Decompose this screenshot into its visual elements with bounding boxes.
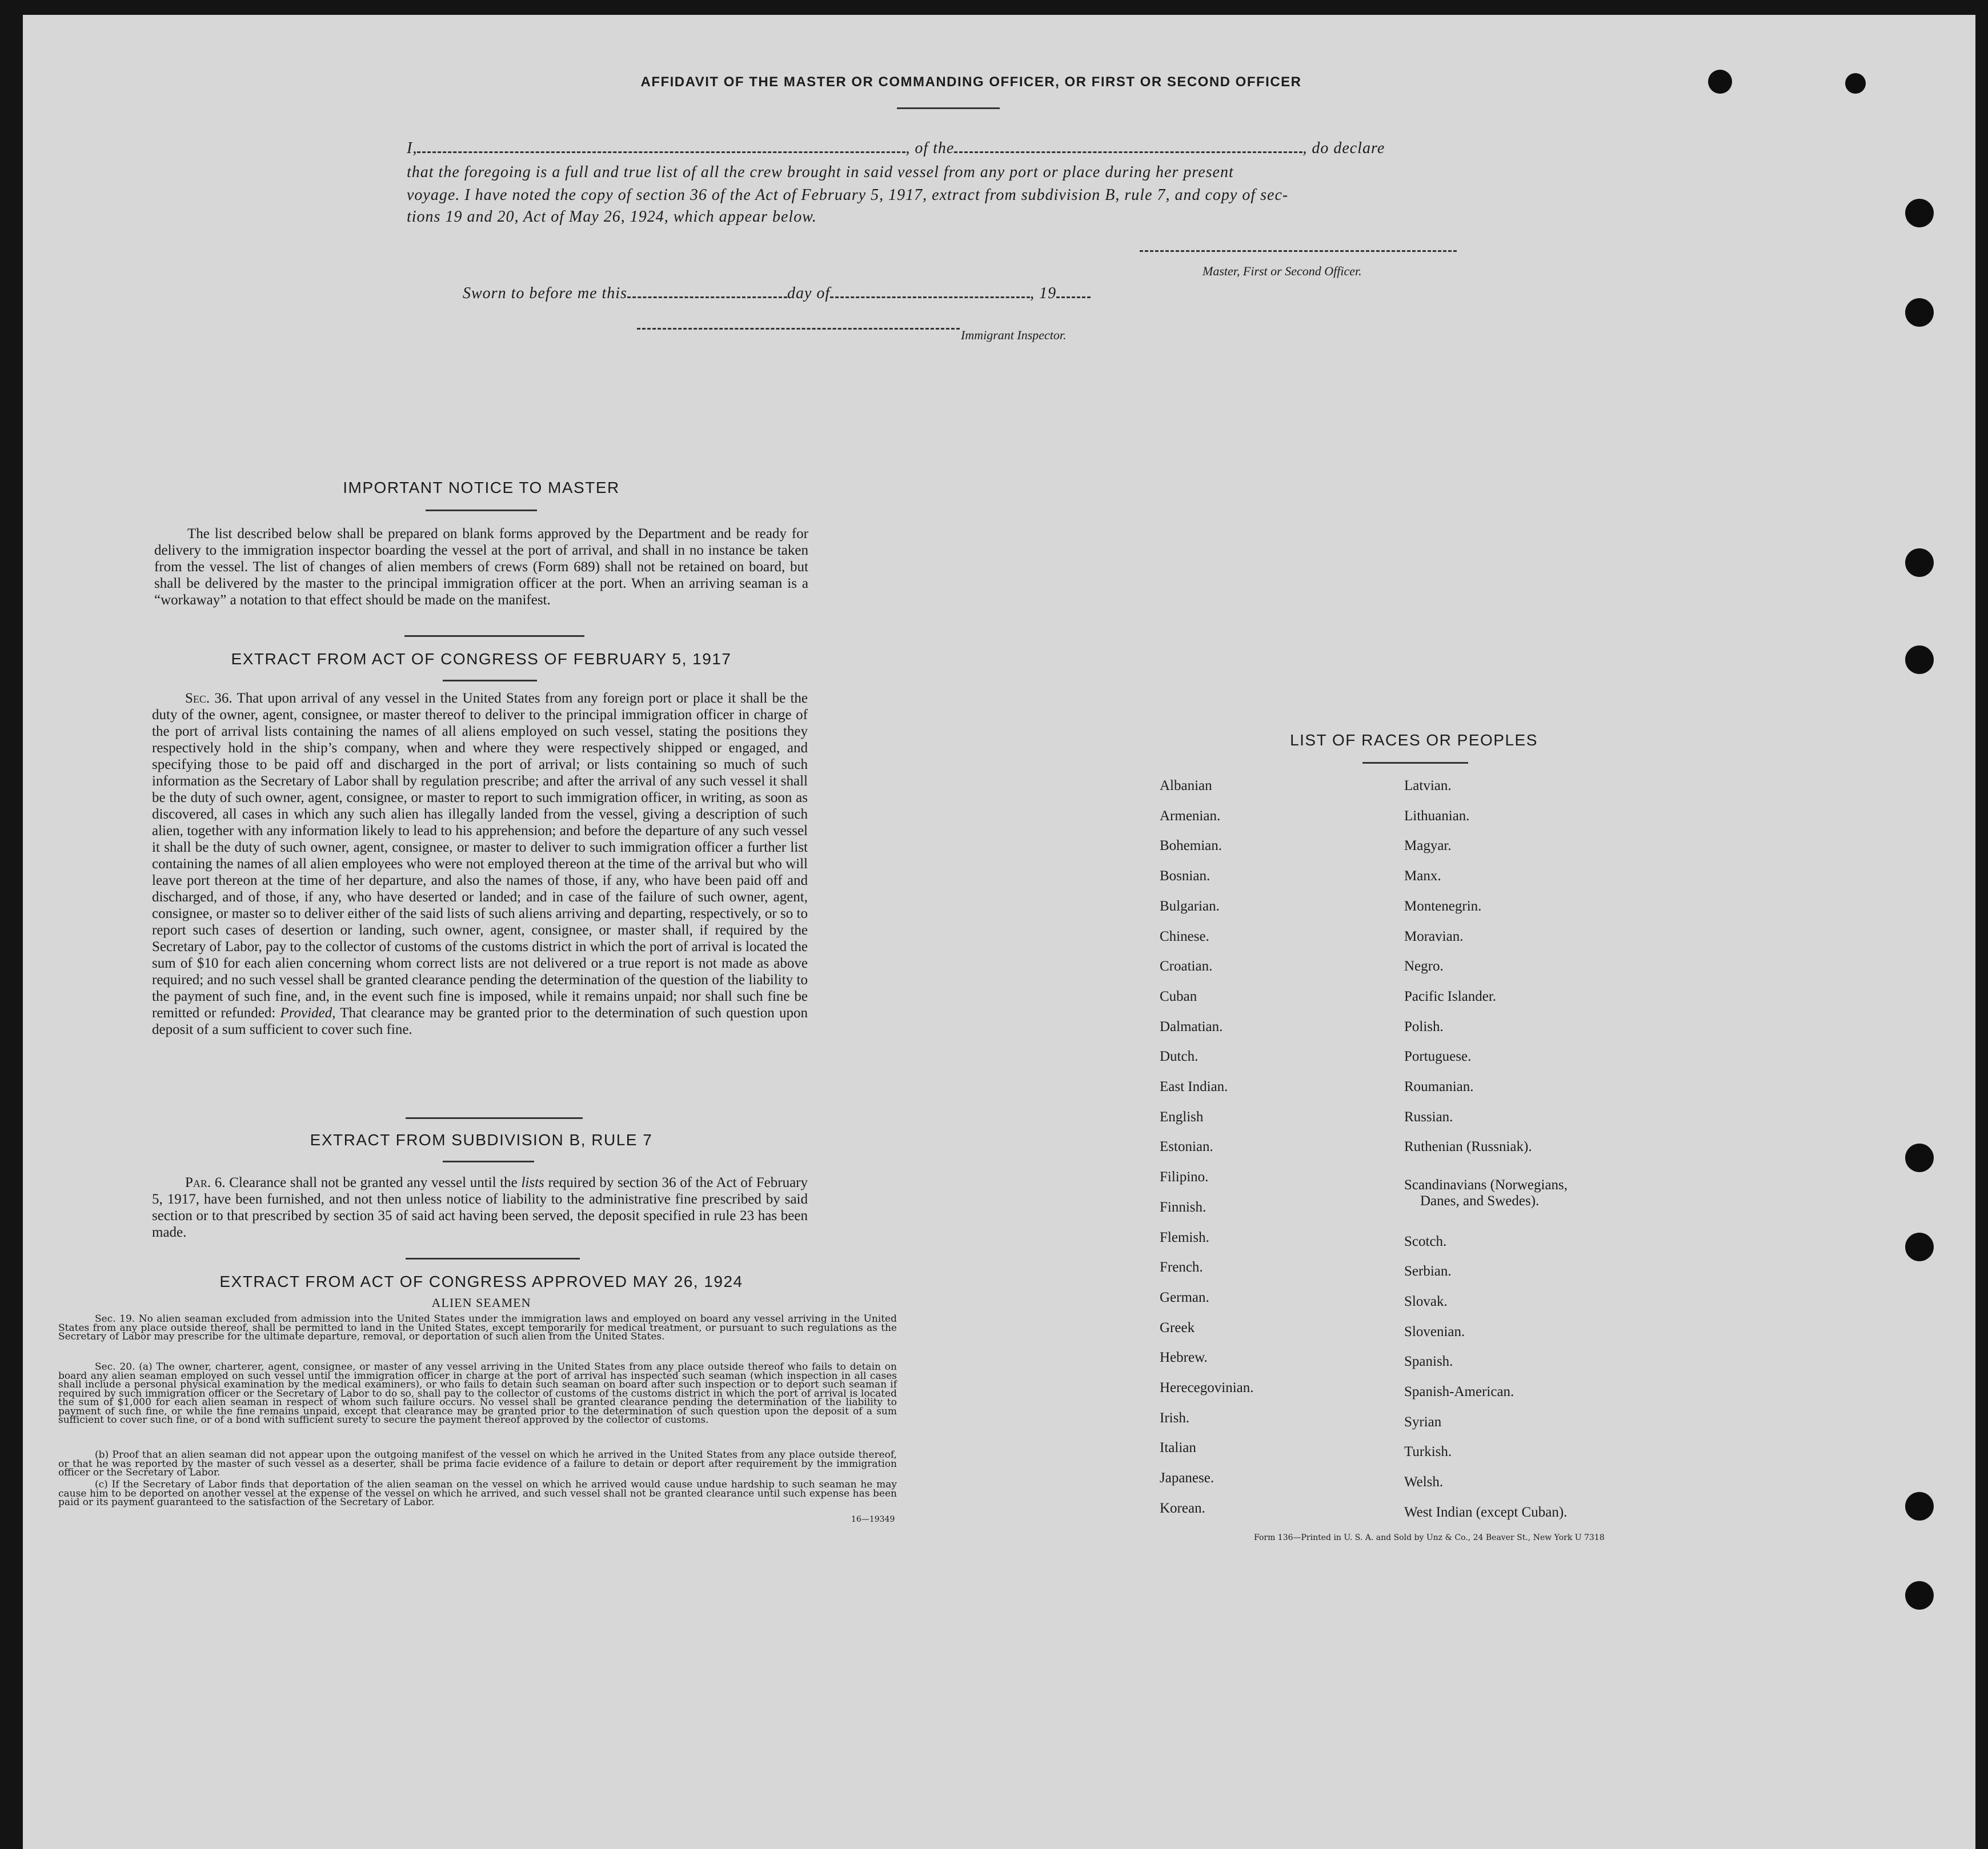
race-item: Slovenian. xyxy=(1404,1323,1465,1339)
sworn-prefix: Sworn to before me this xyxy=(463,284,627,302)
scan-border-top xyxy=(0,0,1988,15)
section-36-text: That upon arrival of any vessel in the United States from any foreign port or place it shall be the duty of the owner, agent, consignee, or master thereof to deliver to the principal immigration officer in charge of the port of arrival lists containing the names of all aliens employed on such vessel, stating the positions they respectively hold in the ship’s company, when and where they were respectively shipped or engaged, and specifying those to be paid off and discharged in the port of arrival; or lists containing so much of such information as the Secretary of Labor shall by regulation prescribe; and after the arrival of any such vessel it shall be the duty of such owner, agent, consignee, or master to report to such immigration officer, in writing, as soon as discovered, all cases in which any such alien has illegally landed from the vessel, giving a description of such alien, together with any information likely to lead to his apprehension; and before the departure of any such vessel it shall be the duty of such owner, agent, consignee, or master to deliver to such immigration officer a further list containing the names of all alien employees who were not employed thereon at the time of the arrival but who will leave port thereon at the time of her departure, and also the names of those, if any, who have been paid off and discharged, and of those, if any, who have deserted or landed; and in case of the failure of such owner, agent, consignee, or master so to deliver either of the said lists of such aliens arriving and departing, respectively, or so to report such cases of desertion or landing, such owner, agent, consignee, or master shall, if required by the Secretary of Labor, pay to the collector of customs of the customs district in which the port of arrival is located the sum of $10 for each alien concerning whom correct lists are not delivered or a true report is not made as above required; and no such vessel shall be granted clearance pending the determination of the question of the liability to the payment of such fine, and, in the event such fine is imposed, while it remains unpaid; nor shall such fine be remitted or refunded: xyxy=(152,691,808,1021)
form-printer-note: Form 136—Printed in U. S. A. and Sold by Unz & Co., 24 Beaver St., New York U 7318 xyxy=(1254,1533,1605,1542)
punch-hole xyxy=(1905,645,1934,674)
race-item: Turkish. xyxy=(1404,1444,1452,1460)
race-item: Italian xyxy=(1160,1440,1196,1456)
declaration-line-4: tions 19 and 20, Act of May 26, 1924, which appear below. xyxy=(407,208,817,226)
divider xyxy=(897,107,1000,109)
divider xyxy=(426,510,537,511)
race-item: Hebrew. xyxy=(1160,1350,1208,1366)
vessel-blank[interactable] xyxy=(954,151,1302,153)
race-item: West Indian (except Cuban). xyxy=(1404,1504,1568,1520)
race-item: Herecegovinian. xyxy=(1160,1380,1254,1395)
notice-title: IMPORTANT NOTICE TO MASTER xyxy=(343,479,620,496)
race-item: Spanish. xyxy=(1404,1354,1453,1370)
section-20b-text: (b) Proof that an alien seaman did not appear upon the outgoing manifest of the vessel on which he arrived in the United States from any place outside thereof, or that he was reported by the master of such vessel as a deserter, shall be prima facie evidence of a failure to detain or deport after requirement by the immigration officer or the Secretary of Labor. xyxy=(58,1449,897,1478)
race-item: Lithuanian. xyxy=(1404,808,1470,824)
race-item: Syrian xyxy=(1404,1414,1442,1430)
race-item: Irish. xyxy=(1160,1410,1190,1426)
extract-1924-title: EXTRACT FROM ACT OF CONGRESS APPROVED MAY 26, 1924 xyxy=(219,1273,743,1290)
subdivision-b-body xyxy=(152,1174,808,1241)
notice-body: The list described below shall be prepared on blank forms approved by the Department and be ready for delivery to the immigration inspector boarding the vessel at the port of arrival, and shall in no instance be taken from the vessel. The list of changes of alien members of crews (Form 689) shall not be retained on board, but shall be delivered by the master to the principal immigration officer at the port. When an arriving seaman is a “workaway” a notation to that effect should be made on the manifest. xyxy=(154,526,808,608)
race-item: East Indian. xyxy=(1160,1079,1228,1094)
race-item: Flemish. xyxy=(1160,1229,1209,1245)
race-item: Dutch. xyxy=(1160,1049,1199,1065)
race-item: Bosnian. xyxy=(1160,868,1211,884)
form-code: 16—19349 xyxy=(851,1515,895,1524)
section-19-text: Sec. 19. No alien seaman excluded from admission into the United States under the immigration laws and employed on board any vessel arriving in the United States from any place outside thereof, shall be permitted to land in the United States, except temporarily for medical treatment, or pursuant to such regulations as the Secretary of Labor may prescribe for the ultimate departure, removal, or deportation of such alien from the United States. xyxy=(58,1313,897,1342)
name-blank[interactable] xyxy=(417,151,905,153)
race-item: Bohemian. xyxy=(1160,838,1223,854)
race-item: Manx. xyxy=(1404,868,1441,884)
punch-hole xyxy=(1905,1144,1934,1172)
race-item: German. xyxy=(1160,1289,1209,1305)
race-item: Russian. xyxy=(1404,1109,1453,1125)
race-item: Korean. xyxy=(1160,1500,1205,1516)
race-item: Latvian. xyxy=(1404,778,1452,793)
race-item: Ruthenian (Russniak). xyxy=(1404,1139,1532,1155)
inspector-signature-line[interactable] xyxy=(637,328,960,330)
paragraph-6-text: Clearance shall not be granted any vessel until the xyxy=(229,1175,518,1190)
month-blank[interactable] xyxy=(830,296,1030,298)
race-item: Pacific Islander. xyxy=(1404,988,1497,1004)
race-item: Cuban xyxy=(1160,988,1197,1004)
declaration-line-1 xyxy=(407,137,1492,160)
divider xyxy=(443,1161,534,1162)
sworn-year: , 19 xyxy=(1030,284,1057,302)
master-signature-line[interactable] xyxy=(1140,250,1457,252)
race-item: Japanese. xyxy=(1160,1470,1215,1486)
race-item: Portuguese. xyxy=(1404,1049,1472,1065)
divider xyxy=(404,635,584,637)
lists-word: lists xyxy=(521,1175,544,1190)
paragraph-6-label: Par. 6. xyxy=(185,1175,226,1190)
section-20a-text: Sec. 20. (a) The owner, charterer, agent, consignee, or master of any vessel arriving in the United States from any place outside thereof who fails to detain on board any alien seaman employed on such vessel until the immigration officer in charge at the port of arrival has inspected such seaman (which inspection in all cases shall include a personal physical examination by the medical examiners), or who fails to detain such seaman on board after such inspection or to deport such seaman if required by such immigration officer or the Secretary of Labor to do so, shall pay to the collector of customs of the customs district in which the port of arrival is located the sum of $1,000 for each alien seaman in respect of whom such failure occurs. No vessel shall be granted clearance pending the determination of the liability to payment of such fine, or while the fine remains unpaid, except that clearance may be granted prior to the determination of such question upon the deposit of a sum sufficient to cover such fine, or of a bond with sufficient surety to secure the payment thereof approved by the collector of customs. xyxy=(58,1361,897,1426)
race-item: Scotch. xyxy=(1404,1233,1447,1249)
provided-word: Provided, xyxy=(280,1005,336,1021)
race-item: Slovak. xyxy=(1404,1293,1448,1309)
race-item: Welsh. xyxy=(1404,1474,1444,1490)
sworn-day-of: day of xyxy=(787,284,831,302)
race-item: Danes, and Swedes). xyxy=(1420,1193,1540,1209)
punch-hole xyxy=(1905,298,1934,327)
day-blank[interactable] xyxy=(627,296,787,298)
inspector-signature-label: Immigrant Inspector. xyxy=(961,328,1067,342)
affidavit-title: AFFIDAVIT OF THE MASTER OR COMMANDING OFFICER, OR FIRST OR SECOND OFFICER xyxy=(640,74,1302,90)
section-20c-text: (c) If the Secretary of Labor finds that deportation of the alien seaman on the vessel on which he arrived would cause undue hardship to such seaman he may cause him to be deported on another vessel at the expense of the vessel on which he arrived, and such vessel shall not be granted clearance until such expense has been paid or its payment guaranteed to the satisfaction of the Secretary of Labor. xyxy=(58,1479,897,1508)
race-item: Magyar. xyxy=(1404,838,1452,854)
race-item: Finnish. xyxy=(1160,1199,1207,1215)
section-36-text-end: That clearance may be granted prior to the determination of such question upon deposit of a sum sufficient to cover such fine. xyxy=(152,1005,808,1037)
alien-seamen-subtitle: ALIEN SEAMEN xyxy=(431,1295,531,1310)
race-item: Estonian. xyxy=(1160,1139,1213,1155)
race-item: Scandinavians (Norwegians, xyxy=(1404,1177,1568,1193)
master-signature-label: Master, First or Second Officer. xyxy=(1203,264,1362,278)
punch-hole xyxy=(1905,1581,1934,1610)
divider xyxy=(406,1258,580,1260)
race-item: Serbian. xyxy=(1404,1264,1452,1280)
section-36-label: Sec. 36. xyxy=(185,691,233,706)
declaration-line-2: that the foregoing is a full and true list of all the crew brought in said vessel from any port or place during her present xyxy=(407,163,1234,181)
race-item: Spanish-American. xyxy=(1404,1384,1514,1399)
punch-hole xyxy=(1905,1492,1934,1521)
extract-1917-title: EXTRACT FROM ACT OF CONGRESS OF FEBRUARY 5, 1917 xyxy=(231,650,732,668)
declaration-line-3: voyage. I have noted the copy of section 36 of the Act of February 5, 1917, extract from subdivision B, rule 7, and copy of sec- xyxy=(407,186,1289,204)
declaration-i: I, xyxy=(407,139,418,157)
punch-hole xyxy=(1905,1233,1934,1261)
race-item: French. xyxy=(1160,1260,1203,1276)
race-item: Dalmatian. xyxy=(1160,1018,1223,1034)
race-item: Armenian. xyxy=(1160,808,1221,824)
paragraph-6-text-end: required by section 36 of the Act of February 5, 1917, have been furnished, and not then unless notice of liability to the administrative fine prescribed by said section or to that prescribed by section 35 of said act having been served, the deposit specified in rule 23 has been made. xyxy=(152,1175,808,1240)
races-title: LIST OF RACES OR PEOPLES xyxy=(1290,731,1538,749)
race-item: Polish. xyxy=(1404,1018,1444,1034)
divider xyxy=(1362,762,1468,764)
punch-hole xyxy=(1905,199,1934,227)
punch-hole xyxy=(1845,73,1866,94)
race-item: Greek xyxy=(1160,1319,1195,1335)
race-item: English xyxy=(1160,1109,1204,1125)
sworn-line xyxy=(463,282,1548,305)
scan-border-right xyxy=(1975,0,1988,1849)
race-item: Albanian xyxy=(1160,778,1212,793)
race-item: Moravian. xyxy=(1404,928,1464,944)
scan-border-left xyxy=(0,0,23,1849)
year-blank[interactable] xyxy=(1056,296,1091,298)
race-item: Chinese. xyxy=(1160,928,1209,944)
extract-1917-body xyxy=(152,690,808,1038)
punch-hole xyxy=(1905,548,1934,577)
race-item: Filipino. xyxy=(1160,1169,1209,1185)
race-item: Bulgarian. xyxy=(1160,898,1220,914)
race-item: Montenegrin. xyxy=(1404,898,1482,914)
race-item: Negro. xyxy=(1404,958,1444,974)
race-item: Roumanian. xyxy=(1404,1079,1474,1094)
declaration-of-the: , of the xyxy=(905,139,955,157)
divider xyxy=(406,1117,583,1119)
punch-hole xyxy=(1708,70,1732,94)
race-item: Croatian. xyxy=(1160,958,1213,974)
divider xyxy=(443,680,537,681)
declaration-declare: , do declare xyxy=(1302,139,1385,157)
subdivision-b-title: EXTRACT FROM SUBDIVISION B, RULE 7 xyxy=(310,1131,653,1149)
